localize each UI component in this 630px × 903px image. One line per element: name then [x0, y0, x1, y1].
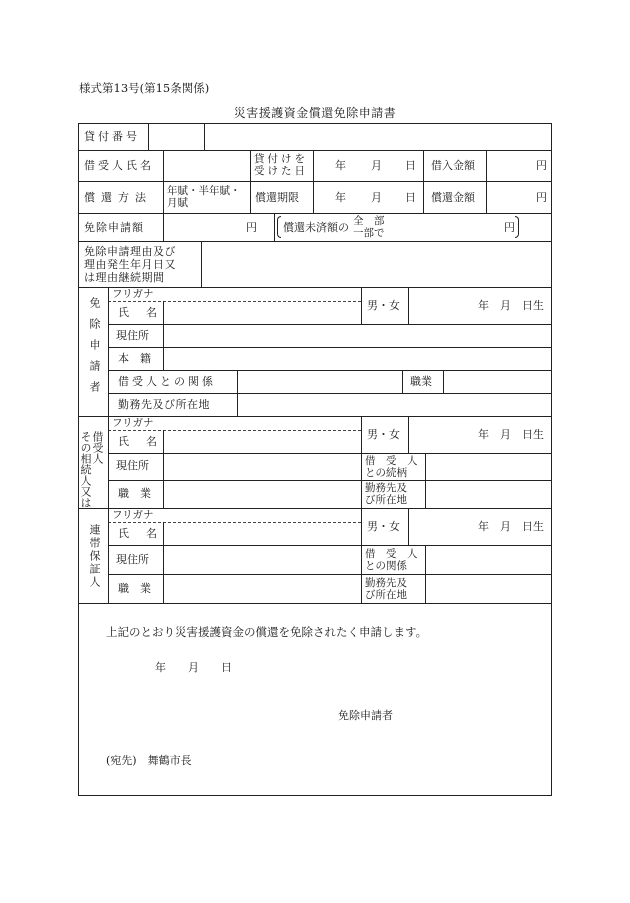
- col-line: [443, 370, 444, 393]
- guarantor-furigana-label: フリガナ: [112, 509, 154, 521]
- guarantor-relation-label: 借 受 人 との関係: [365, 548, 418, 572]
- row-line: [108, 545, 552, 546]
- row-line: [108, 480, 552, 481]
- furigana-line: [108, 430, 361, 431]
- period-year-unit: 年: [335, 191, 346, 204]
- col-line: [361, 508, 362, 603]
- left-bracket: [277, 216, 281, 238]
- col-line: [425, 545, 426, 603]
- heir-workplace-label: 勤務先及 び所在地: [365, 482, 407, 506]
- col-line: [361, 416, 362, 508]
- declaration-applicant-label: 免除申請者: [338, 709, 393, 722]
- loan-number-label: 貸付番号: [84, 130, 140, 143]
- applicant-workplace-label: 勤務先及び所在地: [118, 398, 210, 411]
- period-day-unit: 日: [405, 191, 416, 204]
- all-or-partial-choice[interactable]: 全 部 一部で: [353, 215, 385, 239]
- col-line: [408, 416, 409, 453]
- exemption-reason-label: 免除申請理由及び 理由発生年月日又 は理由継続期間: [84, 245, 176, 284]
- period-month-unit: 月: [371, 191, 382, 204]
- repayment-period-label: 償還期限: [255, 191, 299, 204]
- col-line: [361, 287, 362, 324]
- applicant-side-label: 免除申請者: [88, 297, 101, 402]
- repaid-amount-yen: 円: [536, 191, 547, 204]
- loan-date-year-unit: 年: [335, 159, 346, 172]
- applicant-relation-label: 借受人との関係: [118, 375, 216, 388]
- guarantor-address-label: 現住所: [116, 553, 149, 566]
- col-line: [402, 370, 403, 393]
- guarantor-occupation-label: 職 業: [118, 582, 151, 595]
- borrower-name-label: 借受人氏名: [84, 159, 154, 172]
- col-line: [163, 213, 164, 241]
- heir-address-label: 現住所: [116, 459, 149, 472]
- heir-occupation-label: 職 業: [118, 487, 151, 500]
- heir-furigana-label: フリガナ: [112, 417, 154, 429]
- heir-side-label-col-1: 借受人: [91, 431, 104, 464]
- col-line: [204, 123, 205, 150]
- col-line: [163, 150, 164, 213]
- col-line: [274, 213, 275, 241]
- heir-birth-date: 年 月 日生: [478, 428, 544, 441]
- guarantor-sex-choice[interactable]: 男・女: [367, 520, 400, 533]
- col-line: [163, 301, 164, 370]
- side-col-line: [108, 287, 109, 603]
- row-line: [78, 181, 552, 182]
- col-line: [163, 522, 164, 603]
- col-line: [237, 393, 238, 416]
- col-line: [148, 123, 149, 150]
- col-line: [313, 150, 314, 213]
- applicant-name-label: 氏 名: [118, 306, 160, 319]
- col-line: [408, 287, 409, 324]
- row-line: [108, 574, 552, 575]
- col-line: [237, 370, 238, 393]
- furigana-line: [108, 301, 361, 302]
- heir-side-label-col-2: その相続人又は: [79, 431, 92, 508]
- repayment-method-options[interactable]: 年賦・半年賦・ 月賦: [167, 185, 241, 209]
- right-bracket: [515, 216, 519, 238]
- heir-kinship-label: 借 受 人 との続柄: [365, 455, 418, 479]
- guarantor-birth-date: 年 月 日生: [478, 520, 544, 533]
- repaid-amount-label: 償還金額: [431, 191, 475, 204]
- row-line: [108, 324, 552, 325]
- exemption-amount-label: 免除申請額: [84, 221, 144, 234]
- col-line: [408, 508, 409, 545]
- furigana-line: [108, 522, 361, 523]
- declaration-statement: 上記のとおり災害援護資金の償還を免除されたく申請します。: [106, 625, 428, 639]
- row-line: [108, 393, 552, 394]
- borrow-amount-yen: 円: [536, 159, 547, 172]
- section-line: [78, 603, 552, 604]
- row-line: [78, 213, 552, 214]
- applicant-domicile-label: 本 籍: [118, 352, 151, 365]
- borrow-amount-label: 借入金額: [431, 159, 475, 172]
- row-line: [108, 453, 552, 454]
- form-number: 様式第13号(第15条関係): [79, 81, 210, 95]
- loan-date-month-unit: 月: [371, 159, 382, 172]
- exemption-amount-yen: 円: [246, 221, 257, 234]
- col-line: [425, 453, 426, 508]
- document-title: 災害援護資金償還免除申請書: [233, 106, 397, 120]
- row-line: [108, 370, 552, 371]
- applicant-birth-date: 年 月 日生: [478, 299, 544, 312]
- row-line: [78, 241, 552, 242]
- loan-date-label: 貸付けを 受けた日: [254, 153, 308, 177]
- declaration-date: 年 月 日: [155, 661, 232, 674]
- declaration-addressee: (宛先) 舞鶴市長: [106, 754, 192, 767]
- applicant-occupation-label: 職業: [410, 375, 432, 388]
- col-line: [423, 150, 424, 213]
- unpaid-amount-label: 償還未済額の: [283, 221, 349, 234]
- row-line: [108, 347, 552, 348]
- loan-date-day-unit: 日: [405, 159, 416, 172]
- col-line: [201, 241, 202, 287]
- guarantor-workplace-label: 勤務先及 び所在地: [365, 577, 407, 601]
- repayment-method-label: 償還方法: [84, 191, 152, 204]
- col-line: [486, 150, 487, 213]
- heir-sex-choice[interactable]: 男・女: [367, 428, 400, 441]
- heir-name-label: 氏 名: [118, 435, 160, 448]
- col-line: [163, 430, 164, 508]
- applicant-furigana-label: フリガナ: [112, 288, 154, 300]
- unpaid-amount-yen: 円: [504, 221, 515, 234]
- row-line: [78, 150, 552, 151]
- applicant-sex-choice[interactable]: 男・女: [367, 299, 400, 312]
- col-line: [250, 150, 251, 213]
- applicant-address-label: 現住所: [116, 329, 149, 342]
- guarantor-name-label: 氏 名: [118, 527, 160, 540]
- guarantor-side-label: 連帯保証人: [88, 524, 101, 589]
